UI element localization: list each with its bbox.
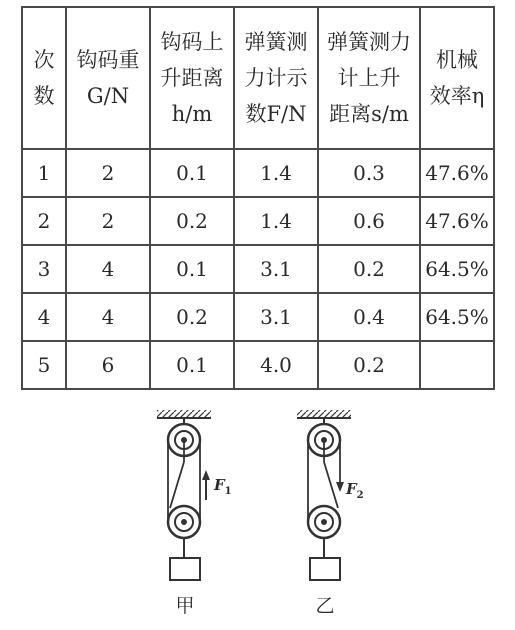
table-row	[22, 293, 494, 341]
table-row	[22, 197, 494, 245]
table-cell: 0.1	[150, 341, 234, 389]
header-efficiency: 机械 效率η	[420, 7, 494, 149]
force-arrow-up	[202, 470, 210, 500]
table-cell: 4	[66, 245, 150, 293]
table-cell: 3.1	[234, 293, 318, 341]
table-cell: 0.1	[150, 245, 234, 293]
table-cell	[420, 341, 494, 389]
weight-block-left	[170, 558, 200, 580]
table-cell: 2	[22, 197, 66, 245]
movable-pulley-right	[308, 506, 340, 538]
table-cell: 4.0	[234, 341, 318, 389]
header-lift-height: 钩码上 升距离 h/m	[150, 7, 234, 149]
table-cell: 2	[66, 149, 150, 197]
table-cell: 0.2	[318, 341, 420, 389]
table-cell: 64.5%	[420, 245, 494, 293]
pulley-system-left	[157, 410, 232, 617]
header-weight: 钩码重 G/N	[66, 7, 150, 149]
table-cell: 0.2	[150, 197, 234, 245]
table-cell: 47.6%	[420, 149, 494, 197]
table-cell: 0.3	[318, 149, 420, 197]
weight-block-right	[310, 558, 340, 580]
table-cell: 3.1	[234, 245, 318, 293]
table-cell: 6	[66, 341, 150, 389]
experiment-table	[21, 6, 495, 390]
caption-right: 乙	[315, 595, 335, 617]
table-header-row	[22, 7, 494, 149]
table-cell: 0.2	[150, 293, 234, 341]
force-label-left: $F_1$	[214, 476, 232, 497]
table-cell: 0.6	[318, 197, 420, 245]
table-cell: 1.4	[234, 149, 318, 197]
table-cell: 64.5%	[420, 293, 494, 341]
table-cell: 5	[22, 341, 66, 389]
pulley-diagram	[0, 400, 515, 630]
table-cell: 47.6%	[420, 197, 494, 245]
table-cell: 4	[66, 293, 150, 341]
caption-left: 甲	[175, 595, 195, 617]
table-row	[22, 341, 494, 389]
movable-pulley-left	[168, 506, 200, 538]
header-force: 弹簧测 力计示 数F/N	[234, 7, 318, 149]
table-cell: 4	[22, 293, 66, 341]
ceiling-mount-left	[157, 410, 211, 418]
pulley-system-right	[297, 410, 364, 617]
force-label-right: $F_2$	[346, 480, 364, 501]
table-row	[22, 149, 494, 197]
table-cell: 3	[22, 245, 66, 293]
header-trial: 次 数	[22, 7, 66, 149]
table-cell: 1.4	[234, 197, 318, 245]
ceiling-mount-right	[297, 410, 351, 418]
table-cell: 1	[22, 149, 66, 197]
table-cell: 0.4	[318, 293, 420, 341]
header-pull-distance: 弹簧测力 计上升 距离s/m	[318, 7, 420, 149]
table-row	[22, 245, 494, 293]
table-cell: 0.2	[318, 245, 420, 293]
table-cell: 2	[66, 197, 150, 245]
table-cell: 0.1	[150, 149, 234, 197]
force-arrow-down	[336, 482, 344, 492]
